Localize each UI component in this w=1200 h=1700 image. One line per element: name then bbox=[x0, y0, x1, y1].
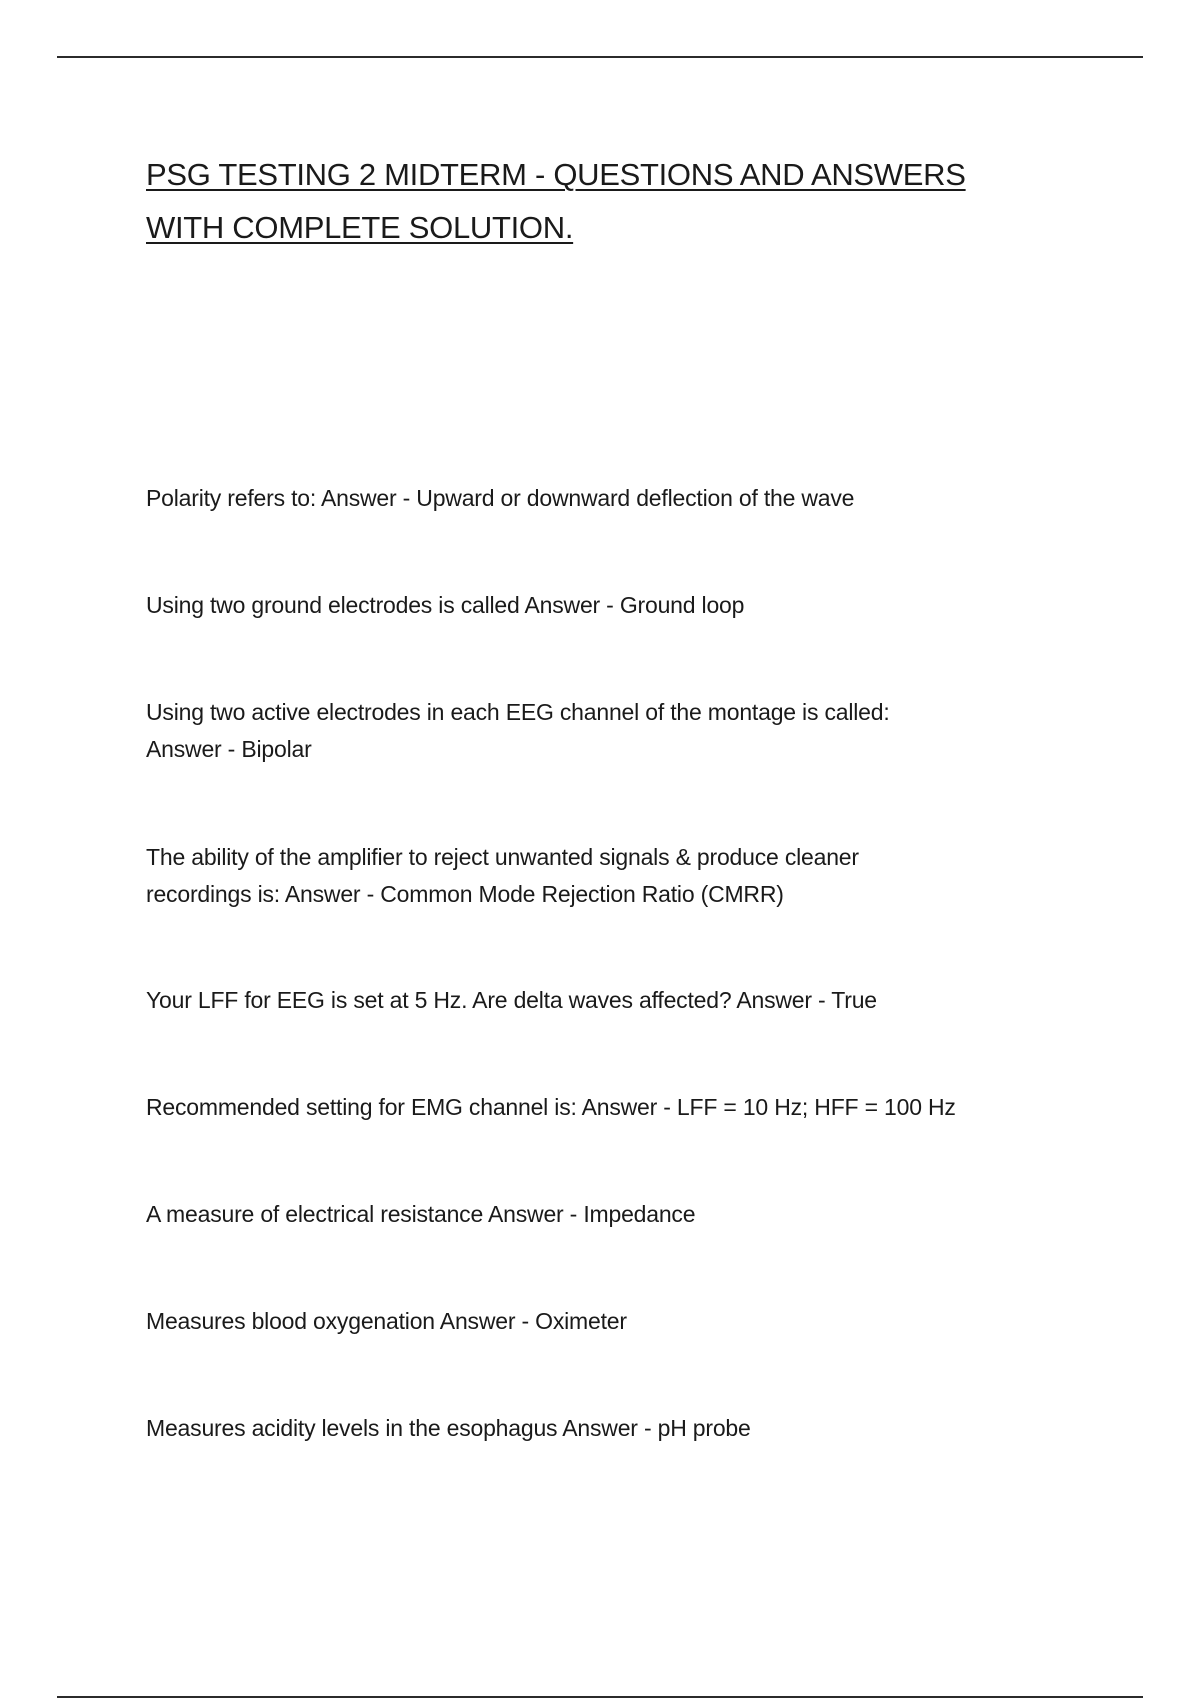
qa-item-emg-setting bbox=[146, 1089, 1106, 1126]
qa-line: Using two ground electrodes is called Answer - Ground loop bbox=[146, 592, 745, 618]
qa-line: recordings is: Answer - Common Mode Rejection Ratio (CMRR) bbox=[146, 881, 784, 907]
qa-item-lff-delta bbox=[146, 982, 1106, 1019]
qa-line: Measures blood oxygenation Answer - Oximeter bbox=[146, 1308, 627, 1334]
qa-item-oximeter bbox=[146, 1303, 1106, 1340]
qa-line: Answer - Bipolar bbox=[146, 736, 312, 762]
qa-line: Your LFF for EEG is set at 5 Hz. Are delta waves affected? Answer - True bbox=[146, 987, 877, 1013]
document-title-line: PSG TESTING 2 MIDTERM - QUESTIONS AND ANSWERS bbox=[146, 157, 966, 192]
header-rule bbox=[57, 56, 1143, 58]
qa-line: Measures acidity levels in the esophagus Answer - pH probe bbox=[146, 1415, 751, 1441]
document-title bbox=[146, 148, 1106, 254]
footer-rule bbox=[57, 1696, 1143, 1698]
qa-item-polarity bbox=[146, 480, 1106, 517]
qa-item-bipolar bbox=[146, 694, 1106, 768]
qa-item-cmrr bbox=[146, 839, 1106, 913]
qa-item-ground-loop bbox=[146, 587, 1106, 624]
qa-item-ph-probe bbox=[146, 1410, 1106, 1447]
qa-item-impedance bbox=[146, 1196, 1106, 1233]
qa-line: Using two active electrodes in each EEG channel of the montage is called: bbox=[146, 699, 890, 725]
qa-line: The ability of the amplifier to reject unwanted signals & produce cleaner bbox=[146, 844, 859, 870]
document-title-line: WITH COMPLETE SOLUTION. bbox=[146, 210, 574, 245]
qa-line: Polarity refers to: Answer - Upward or downward deflection of the wave bbox=[146, 485, 855, 511]
qa-line: Recommended setting for EMG channel is: Answer - LFF = 10 Hz; HFF = 100 Hz bbox=[146, 1094, 956, 1120]
qa-line: A measure of electrical resistance Answer - Impedance bbox=[146, 1201, 696, 1227]
